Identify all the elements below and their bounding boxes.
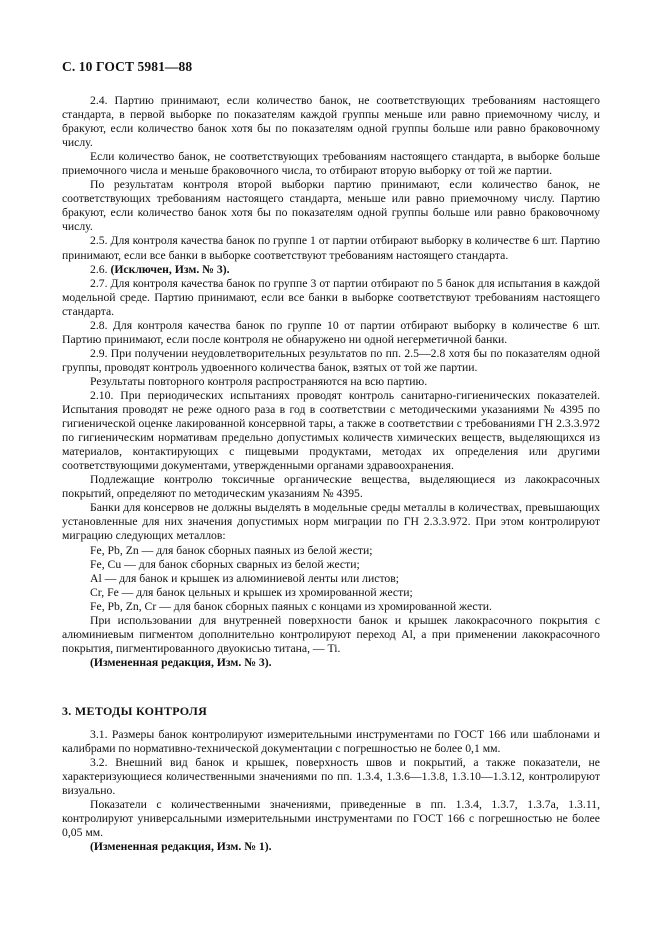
page-header: С. 10 ГОСТ 5981—88 — [62, 59, 193, 74]
paragraph-2-6-excluded-note: (Исключен, Изм. № 3). — [110, 262, 230, 276]
paragraph-2-8: 2.8. Для контроля качества банок по группе 10 от партии отбирают выборку в количестве 6 шт. Партию принимают, если после контроля не обнаружено ни одной негерметичной банки. — [62, 318, 600, 346]
section-title: 3. МЕТОДЫ КОНТРОЛЯ — [62, 703, 208, 718]
paragraph-2-7: 2.7. Для контроля качества банок по группе 3 от партии отбирают по 5 банок для испытания в каждой модельной среде. Партию принимают, если все банки в выборке соответствуют требованиям настоящего стандарта. — [62, 276, 600, 318]
paragraph-3-1: 3.1. Размеры банок контролируют измерительными инструментами по ГОСТ 166 или шаблонами и калибрами по нормативно-технической документации с погрешностью не более 0,1 мм. — [62, 727, 600, 756]
paragraph-2-10-metals: Банки для консервов не должны выделять в модельные среды металлы в количествах, превышающих установленные для них значения допустимых норм миграции по ГН 2.3.3.972. При этом контролируют миграцию следующих металлов: — [62, 501, 600, 543]
paragraph-2-9: 2.9. При получении неудовлетворительных результатов по пп. 2.5—2.8 хотя бы по показателям одной группы, проводят контроль удвоенного количества банок, взятых от той же партии. — [62, 346, 600, 374]
paragraph-2-4-second-sample: Если количество банок, не соответствующих требованиям настоящего стандарта, в выборке больше приемочного числа и меньше браковочного числа, то отбирают вторую выборку от той же партии. — [62, 150, 600, 178]
amendment-note-3: (Измененная редакция, Изм. № 3). — [90, 655, 272, 669]
metals-list-item: Fe, Pb, Zn — для банок сборных паяных из белой жести; — [90, 543, 373, 557]
amendment-note-1: (Измененная редакция, Изм. № 1). — [90, 840, 272, 854]
paragraph-2-10: 2.10. При периодических испытаниях проводят контроль санитарно-гигиенических показателей. Испытания проводят не реже одного раза в год в соответствии с методическими указаниями № 4395 по гигиенической оценке лакированной консервной тары, а также в соответствии с требованиями ГН 2.3.3.972 по гигиеническим нормативам предельно допустимых количеств химических веществ, выделяющихся из материалов, контактирующих с пищевыми продуктами, методах их определения или другими соответствующими документами, утвержденными органами здравоохранения. — [62, 388, 600, 473]
metals-list-item: Fe, Cu — для банок сборных сварных из белой жести; — [90, 557, 360, 571]
paragraph-3-2: 3.2. Внешний вид банок и крышек, поверхность швов и покрытий, а также показатели, не характеризующиеся количественными значениями по пп. 1.3.4, 1.3.6—1.3.8, 1.3.10—1.3.12, контролируют визуально. — [62, 756, 600, 798]
paragraph-2-10-organic: Подлежащие контролю токсичные органические вещества, выделяющиеся из лакокрасочных покрытий, определяют по методическим указаниям № 4395. — [62, 473, 600, 501]
paragraph-aluminium-titanium: При использовании для внутренней поверхности банок и крышек лакокрасочного покрытия с алюминиевым пигментом дополнительно контролируют переход Al, а при применении лакокрасочного покрытия, пигментированного двуокисью титана, — Ti. — [62, 613, 600, 655]
section-spacer — [62, 718, 600, 728]
paragraph-2-5: 2.5. Для контроля качества банок по группе 1 от партии отбирают выборку в количестве 6 шт. Партию принимают, если все банки в выборке соответствуют требованиям настоящего стандарта. — [62, 234, 600, 262]
paragraph-2-6 — [62, 263, 600, 277]
paragraph-3-2-quantitative: Показатели с количественными значениями, приведенные в пп. 1.3.4, 1.3.7, 1.3.7а, 1.3.11, контролируют универсальными измерительными инструментами по ГОСТ 166 с погрешностью не более 0,05 мм. — [62, 798, 600, 840]
metals-list-item: Cr, Fe — для банок цельных и крышек из хромированной жести; — [90, 585, 413, 599]
paragraph-2-4-results: По результатам контроля второй выборки партию принимают, если количество банок, не соответствующих требованиям настоящего стандарта, меньше или равно приемочному числу. Партию бракуют, если количество банок хотя бы по показателям одной группы больше или равно браковочному числу. — [62, 178, 600, 234]
section-spacer — [62, 670, 600, 704]
document-body — [62, 94, 600, 854]
metals-list-item: Fe, Pb, Zn, Cr — для банок сборных паяных с концами из хромированной жести. — [90, 599, 492, 613]
paragraph-2-6-number: 2.6. — [90, 262, 108, 276]
metals-list-item: Al — для банок и крышек из алюминиевой ленты или листов; — [90, 571, 400, 585]
paragraph-2-9-results: Результаты повторного контроля распространяются на всю партию. — [90, 374, 428, 388]
paragraph-2-4: 2.4. Партию принимают, если количество банок, не соответствующих требованиям настоящего стандарта, в первой выборке по показателям каждой группы меньше или равно приемочному числу, и бракуют, если количество банок хотя бы по показателям одной группы больше или равно браковочному числу. — [62, 94, 600, 150]
